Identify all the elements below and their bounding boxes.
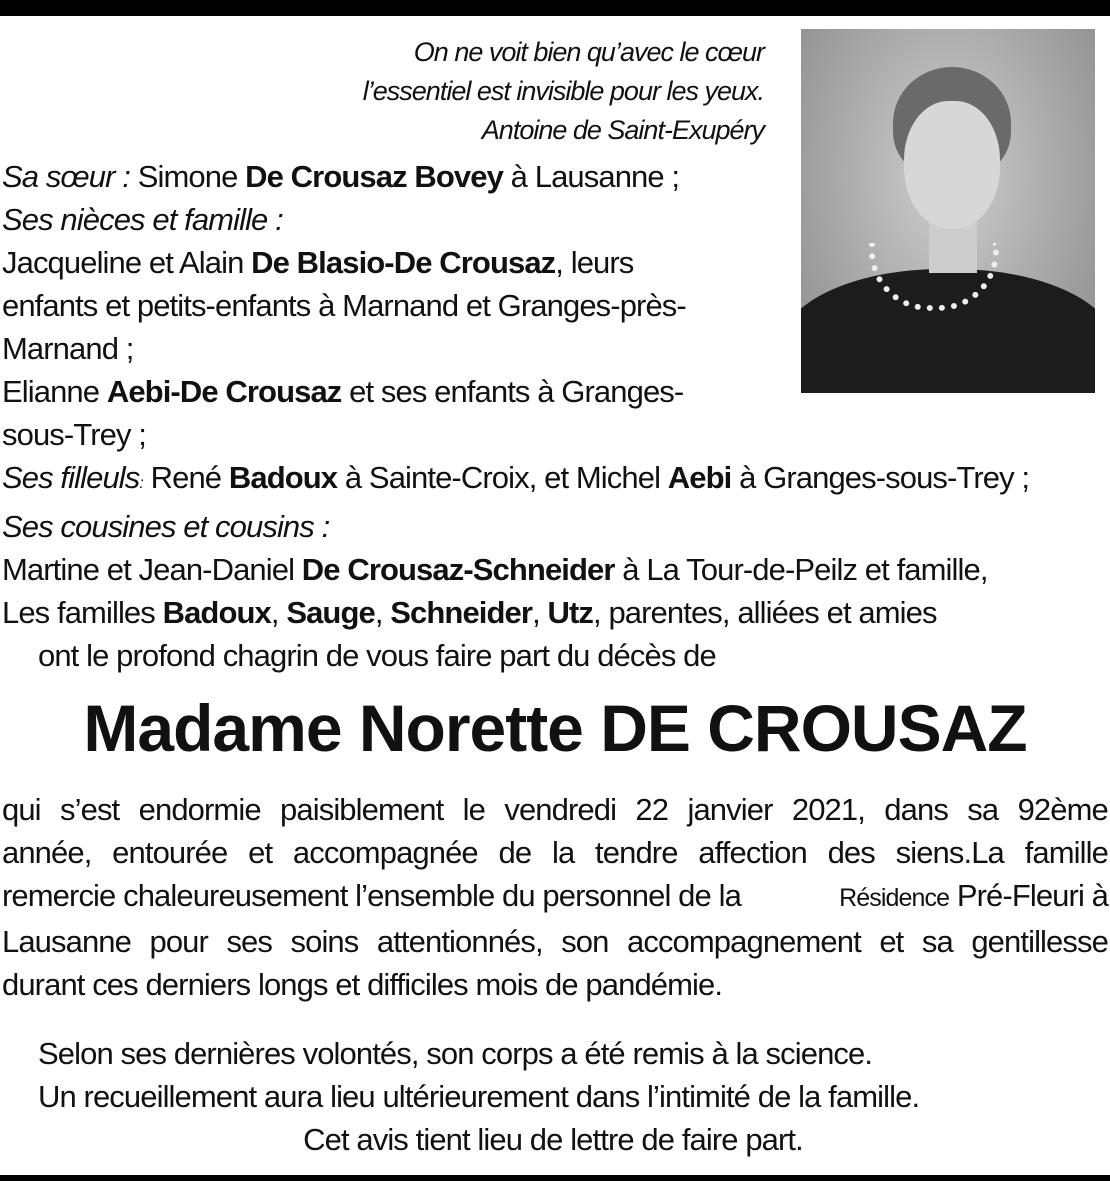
body-line: [2, 831, 1108, 874]
family-list: [2, 155, 1029, 677]
body-word: des: [827, 835, 875, 870]
closing-line: Selon ses dernières volontés, son corps a été remis à la science.: [38, 1036, 873, 1071]
closing-line: Cet avis tient lieu de lettre de faire part.: [303, 1122, 803, 1157]
body-word: entourée: [112, 835, 228, 870]
family-line: Ses filleuls: René Badoux à Sainte-Croix, et Michel Aebi à Granges-sous-Trey ;: [2, 460, 1030, 495]
announcement-line: ont le profond chagrin de vous faire part du décès de: [38, 638, 716, 673]
body-line: [2, 788, 1108, 831]
body-word: sa: [967, 792, 999, 827]
top-rule: [0, 0, 1110, 16]
body-word: ses: [226, 924, 272, 959]
quote-author: Antoine de Saint-Exupéry: [481, 115, 764, 145]
body-word: 92ème: [1017, 792, 1108, 827]
body-word: endormie: [138, 792, 261, 827]
notice-body: [2, 788, 1108, 1006]
body-word: sa: [921, 924, 953, 959]
body-word: affection: [698, 835, 807, 870]
body-word: gentillesse: [971, 924, 1108, 959]
body-word: attentionnés,: [376, 924, 543, 959]
body-word: vendredi: [504, 792, 617, 827]
body-word: 22: [635, 792, 669, 827]
body-word: famille: [1024, 835, 1108, 870]
body-word: s’est: [60, 792, 120, 827]
body-word: accompagnement: [627, 924, 861, 959]
epigraph-quote: [363, 33, 764, 150]
family-line: Martine et Jean-Daniel De Crousaz-Schneider à La Tour-de-Peilz et famille,: [2, 552, 988, 587]
quote-line: On ne voit bien qu’avec le cœur: [413, 37, 764, 67]
body-word: et: [248, 835, 273, 870]
body-line: [2, 920, 1108, 963]
body-word: Lausanne: [2, 924, 131, 959]
body-word: accompagnée: [292, 835, 478, 870]
family-line: Les familles Badoux, Sauge, Schneider, Utz, parentes, alliées et amies: [2, 595, 937, 630]
family-line: Marnand ;: [2, 331, 134, 366]
family-line: Ses nièces et famille :: [2, 202, 283, 237]
body-word: son: [561, 924, 609, 959]
deceased-name: Madame Norette DE CROUSAZ: [83, 691, 1027, 765]
closing-line: Un recueillement aura lieu ultérieurement dans l’intimité de la famille.: [38, 1079, 920, 1114]
family-line: Elianne Aebi-De Crousaz et ses enfants à Granges-: [2, 374, 684, 409]
quote-line: l’essentiel est invisible pour les yeux.: [362, 76, 764, 106]
body-word: qui: [2, 792, 41, 827]
body-word: dans: [884, 792, 948, 827]
family-line: Sa sœur : Simone De Crousaz Bovey à Lausanne ;: [2, 159, 680, 194]
body-line: durant ces derniers longs et difficiles mois de pandémie.: [2, 967, 723, 1002]
body-word: et: [879, 924, 904, 959]
body-word: tendre: [595, 835, 678, 870]
family-line: sous-Trey ;: [2, 417, 146, 452]
body-line: remercie chaleureusement l’ensemble du personnel de la Résidence Pré-Fleuri à: [2, 878, 1108, 913]
body-word: soins: [290, 924, 359, 959]
bottom-rule: [0, 1175, 1110, 1181]
body-word: paisiblement: [280, 792, 444, 827]
body-word: siens.La: [895, 835, 1004, 870]
family-line: Jacqueline et Alain De Blasio-De Crousaz, leurs: [2, 245, 634, 280]
family-line: Ses cousines et cousins :: [2, 509, 330, 544]
body-word: de: [498, 835, 532, 870]
body-word: 2021,: [791, 792, 865, 827]
closing-text: [38, 1032, 1068, 1161]
body-word: la: [551, 835, 575, 870]
body-word: année,: [2, 835, 92, 870]
body-word: le: [462, 792, 485, 827]
family-line: enfants et petits-enfants à Marnand et Granges-près-: [2, 288, 686, 323]
body-word: janvier: [687, 792, 773, 827]
body-word: pour: [149, 924, 208, 959]
